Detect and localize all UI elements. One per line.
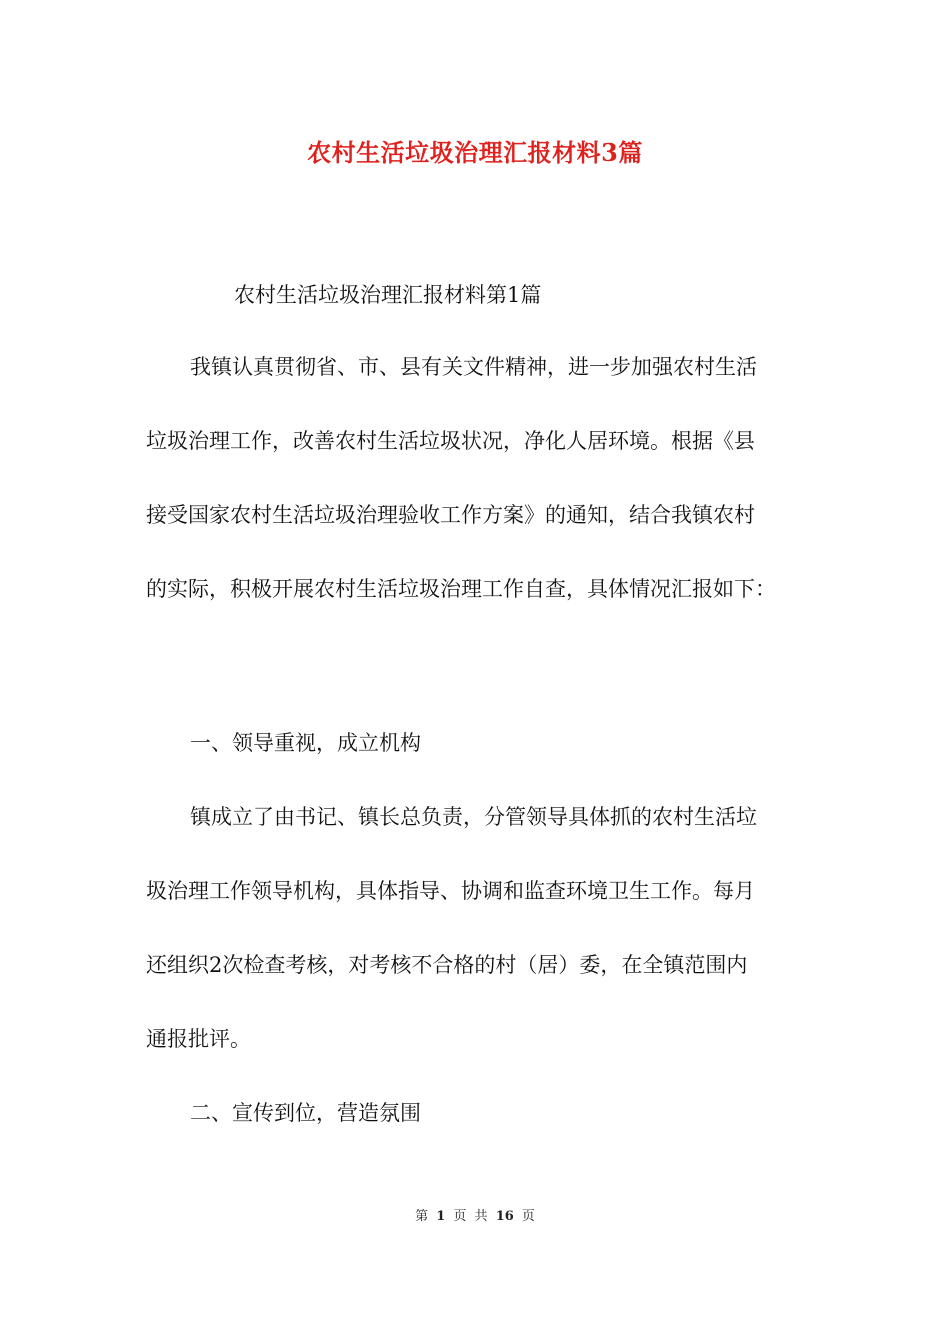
intro-line-4: 的实际，积极开展农村生活垃圾治理工作自查，具体情况汇报如下：: [146, 577, 776, 601]
footer-prefix: 第: [415, 1209, 429, 1224]
page-footer: [0, 1207, 950, 1227]
section1-line-3: 还组织2次检查考核，对考核不合格的村（居）委，在全镇范围内: [146, 953, 748, 977]
footer-total-pages: 16: [495, 1209, 514, 1224]
footer-middle: 页 共: [453, 1209, 488, 1224]
section1-line-1: 镇成立了由书记、镇长总负责，分管领导具体抓的农村生活垃: [190, 805, 757, 829]
footer-current-page: 1: [436, 1209, 446, 1224]
intro-line-1: 我镇认真贯彻省、市、县有关文件精神，进一步加强农村生活: [190, 355, 757, 379]
intro-line-2: 垃圾治理工作，改善农村生活垃圾状况，净化人居环境。根据《县: [146, 429, 755, 453]
section1-line-2: 圾治理工作领导机构，具体指导、协调和监查环境卫生工作。每月: [146, 879, 755, 903]
document-title: 农村生活垃圾治理汇报材料3篇: [307, 138, 643, 167]
footer-suffix: 页: [521, 1209, 535, 1224]
section1-line-4: 通报批评。: [146, 1027, 251, 1051]
document-subtitle: 农村生活垃圾治理汇报材料第1篇: [234, 283, 542, 307]
intro-line-3: 接受国家农村生活垃圾治理验收工作方案》的通知，结合我镇农村: [146, 503, 755, 527]
section1-heading: 一、领导重视，成立机构: [190, 731, 421, 755]
section2-heading: 二、宣传到位，营造氛围: [190, 1101, 421, 1125]
